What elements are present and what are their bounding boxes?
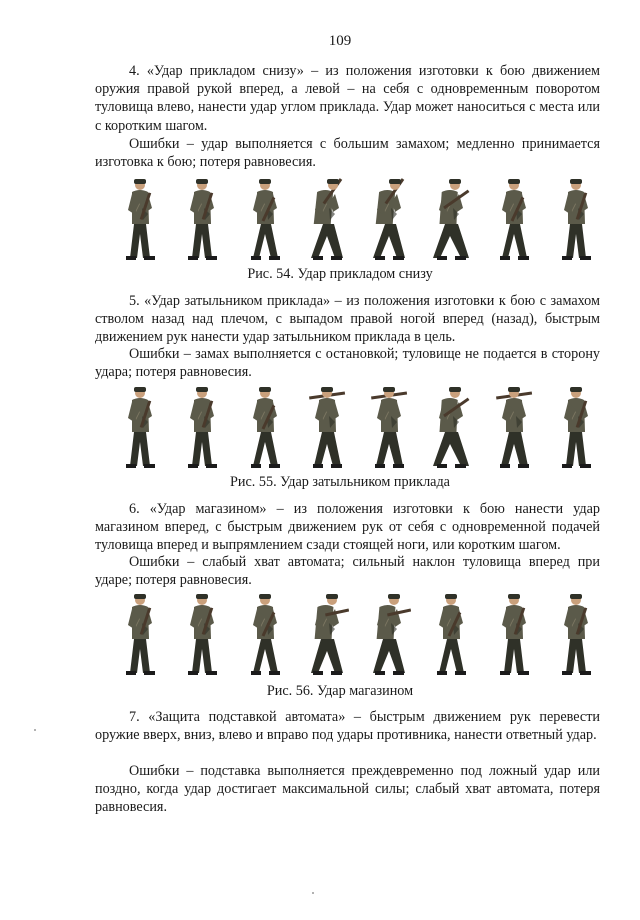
paragraph-errors-butt-plate: Ошибки – замах выполняется с остановкой; туловище не подается в сторону удара; потеря равновесия. (95, 346, 600, 381)
figure-56-caption: Рис. 56. Удар магазином (266, 683, 414, 699)
figure-54-caption: Рис. 54. Удар прикладом снизу (247, 266, 433, 282)
soldier-photo (243, 174, 287, 262)
figure-56-photo-sequence (118, 589, 598, 677)
soldier-photo (429, 174, 473, 262)
soldier-photo (118, 382, 162, 470)
soldier-photo (243, 382, 287, 470)
soldier-photo (492, 174, 536, 262)
paragraph-errors-butt-from-below: Ошибки – удар выполняется с большим замахом; медленно принимается изготовка к бою; потеря равновесия. (95, 136, 600, 171)
soldier-photo (367, 174, 411, 262)
soldier-photo (180, 589, 224, 677)
soldier-photo (492, 589, 536, 677)
paragraph-errors-block: Ошибки – подставка выполняется преждевременно под ложный удар или поздно, когда удар достигает максимальной силы; слабый хват автомата, потеря равновесия. (95, 763, 600, 816)
soldier-photo (118, 174, 162, 262)
soldier-photo (305, 589, 349, 677)
soldier-photo (305, 382, 349, 470)
figure-55-caption: Рис. 55. Удар затыльником приклада (230, 474, 450, 490)
paragraph-strike-magazine: 6. «Удар магазином» – из положения изготовки к бою нанести удар магазином вперед, с быстрым движением рук от себя с одновременной подачей туловища вперед и выпрямлением сзади стоящей ноги, или коротким шагом. (95, 501, 600, 554)
soldier-photo (429, 382, 473, 470)
scan-speck (34, 729, 36, 731)
soldier-photo (429, 589, 473, 677)
soldier-photo (118, 589, 162, 677)
soldier-photo (554, 174, 598, 262)
soldier-photo (492, 382, 536, 470)
paragraph-strike-butt-from-below: 4. «Удар прикладом снизу» – из положения изготовки к бою движением оружия правой рукой вперед, а левой – на себя с одновременным поворотом туловища влево, нанести удар углом приклада. Удар может наноситься с места или с коротким шагом. (95, 63, 600, 134)
figure-55-photo-sequence (118, 382, 598, 470)
soldier-photo (180, 382, 224, 470)
scan-speck (312, 892, 314, 894)
soldier-photo (367, 589, 411, 677)
soldier-photo (305, 174, 349, 262)
page-number: 109 (328, 33, 352, 49)
paragraph-block-with-rifle: 7. «Защита подставкой автомата» – быстрым движением рук перевести оружие вверх, вниз, влево и вправо под удары противника, нанести ответный удар. (95, 709, 600, 744)
soldier-photo (367, 382, 411, 470)
soldier-photo (180, 174, 224, 262)
soldier-photo (243, 589, 287, 677)
soldier-photo (554, 382, 598, 470)
soldier-photo (554, 589, 598, 677)
paragraph-strike-butt-plate: 5. «Удар затыльником приклада» – из положения изготовки к бою с замахом стволом назад над плечом, с выпадом правой ногой вперед (назад), быстрым движением рук нанести удар затыльником приклада в цель. (95, 293, 600, 346)
figure-54-photo-sequence (118, 174, 598, 262)
paragraph-errors-magazine: Ошибки – слабый хват автомата; сильный наклон туловища вперед при ударе; потеря равновесия. (95, 554, 600, 589)
